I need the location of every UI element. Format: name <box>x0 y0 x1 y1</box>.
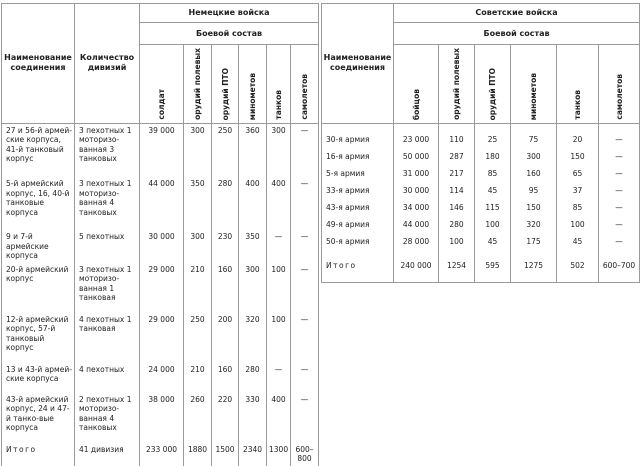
value-cell: 300 <box>511 148 557 165</box>
value-cell: 115 <box>475 199 511 216</box>
value-cell: 220 <box>212 393 239 443</box>
division-count: 4 пехотных 1 танковая <box>75 313 140 363</box>
army-name: 16-я армия <box>322 148 394 165</box>
value-cell: 150 <box>557 148 599 165</box>
value-cell: 45 <box>557 233 599 250</box>
value-cell: 85 <box>475 165 511 182</box>
table-row <box>322 216 640 233</box>
value-cell: 23 000 <box>394 131 439 148</box>
army-name: 30-я армия <box>322 131 394 148</box>
value-cell: 210 <box>184 363 212 393</box>
value-cell: 300 <box>184 230 212 263</box>
table-row <box>2 313 319 363</box>
value-cell: 230 <box>212 230 239 263</box>
unit-name: 43-й армейский корпус, 24 и 47-й танко-вые корпуса <box>2 393 75 443</box>
value-cell: 29 000 <box>140 263 184 313</box>
german-name-header: Наименование соединения <box>2 4 75 124</box>
army-name: 43-я армия <box>322 199 394 216</box>
value-cell: 24 000 <box>140 363 184 393</box>
table-row <box>2 123 319 177</box>
soviet-col-header: танков <box>557 45 599 124</box>
german-col-header: минометов <box>239 45 267 124</box>
value-cell: — <box>291 313 319 363</box>
value-cell: — <box>599 182 640 199</box>
table-row <box>2 393 319 443</box>
value-cell: 28 000 <box>394 233 439 250</box>
total-row <box>322 250 640 282</box>
value-cell: — <box>599 199 640 216</box>
value-cell: 25 <box>475 131 511 148</box>
army-name: 50-я армия <box>322 233 394 250</box>
value-cell: 65 <box>557 165 599 182</box>
total-value: 1500 <box>212 443 239 466</box>
value-cell: 350 <box>239 230 267 263</box>
total-row <box>2 443 319 466</box>
total-label: Итого <box>2 443 75 466</box>
soviet-composition-header: Боевой состав <box>394 23 640 45</box>
value-cell: 300 <box>267 123 291 177</box>
soviet-col-header: орудий полевых <box>439 45 475 124</box>
value-cell: 300 <box>239 263 267 313</box>
total-value: 2340 <box>239 443 267 466</box>
table-row <box>322 199 640 216</box>
total-value: 240 000 <box>394 250 439 282</box>
total-value: 1254 <box>439 250 475 282</box>
value-cell: 30 000 <box>140 230 184 263</box>
total-value: 1880 <box>184 443 212 466</box>
total-value: 233 000 <box>140 443 184 466</box>
army-name: 49-я армия <box>322 216 394 233</box>
value-cell: 160 <box>511 165 557 182</box>
value-cell: — <box>599 148 640 165</box>
value-cell: 400 <box>267 177 291 230</box>
value-cell: — <box>599 165 640 182</box>
german-forces-table <box>1 3 319 466</box>
value-cell: 75 <box>511 131 557 148</box>
unit-name: 5-й армейский корпус, 16, 40-й танковые корпуса <box>2 177 75 230</box>
total-value: 595 <box>475 250 511 282</box>
value-cell: 29 000 <box>140 313 184 363</box>
soviet-col-header: минометов <box>511 45 557 124</box>
value-cell: 30 000 <box>394 182 439 199</box>
table-row <box>2 263 319 313</box>
value-cell: 100 <box>475 216 511 233</box>
value-cell: 45 <box>475 182 511 199</box>
value-cell: 100 <box>439 233 475 250</box>
value-cell: 320 <box>511 216 557 233</box>
value-cell: 350 <box>184 177 212 230</box>
table-row <box>322 182 640 199</box>
division-count: 3 пехотных 1 моторизо-ванная 4 танковых <box>75 177 140 230</box>
value-cell: 146 <box>439 199 475 216</box>
value-cell: 200 <box>212 313 239 363</box>
value-cell: 38 000 <box>140 393 184 443</box>
value-cell: — <box>599 233 640 250</box>
german-forces-title: Немецкие войска <box>140 4 319 23</box>
value-cell: 44 000 <box>394 216 439 233</box>
total-value: 600–800 <box>291 443 319 466</box>
unit-name: 13 и 43-й армей-ские корпуса <box>2 363 75 393</box>
value-cell: 150 <box>511 199 557 216</box>
german-divisions-header: Количество дивизий <box>75 4 140 124</box>
division-count: 3 пехотных 1 моторизо-ванная 1 танковая <box>75 263 140 313</box>
division-count: 4 пехотных <box>75 363 140 393</box>
german-col-header: орудий ПТО <box>212 45 239 124</box>
division-count: 2 пехотных 1 моторизо-ванная 4 танковых <box>75 393 140 443</box>
army-name: 33-я армия <box>322 182 394 199</box>
total-value: 1275 <box>511 250 557 282</box>
value-cell: 50 000 <box>394 148 439 165</box>
value-cell: 37 <box>557 182 599 199</box>
value-cell: 175 <box>511 233 557 250</box>
value-cell: 280 <box>212 177 239 230</box>
german-col-header: танков <box>267 45 291 124</box>
value-cell: — <box>291 393 319 443</box>
german-col-header: орудий полевых <box>184 45 212 124</box>
value-cell: 287 <box>439 148 475 165</box>
table-row <box>2 363 319 393</box>
value-cell: 160 <box>212 363 239 393</box>
total-divisions: 41 дивизия <box>75 443 140 466</box>
spacer-row <box>322 123 640 131</box>
value-cell: 360 <box>239 123 267 177</box>
value-cell: 114 <box>439 182 475 199</box>
unit-name: 12-й армейский корпус, 57-й танковый корпус <box>2 313 75 363</box>
unit-name: 20-й армейский корпус <box>2 263 75 313</box>
value-cell: 34 000 <box>394 199 439 216</box>
value-cell: 400 <box>267 393 291 443</box>
soviet-col-header: самолетов <box>599 45 640 124</box>
total-value: 1300 <box>267 443 291 466</box>
german-col-header: самолетов <box>291 45 319 124</box>
soviet-name-header: Наименование соединения <box>322 4 394 124</box>
total-value: 502 <box>557 250 599 282</box>
table-row <box>322 148 640 165</box>
value-cell: 250 <box>212 123 239 177</box>
value-cell: 39 000 <box>140 123 184 177</box>
total-value: 600–700 <box>599 250 640 282</box>
soviet-forces-title: Советские войска <box>394 4 640 23</box>
value-cell: 260 <box>184 393 212 443</box>
value-cell: 44 000 <box>140 177 184 230</box>
value-cell: 31 000 <box>394 165 439 182</box>
unit-name: 9 и 7-й армейские корпуса <box>2 230 75 263</box>
division-count: 5 пехотных <box>75 230 140 263</box>
value-cell: 280 <box>239 363 267 393</box>
soviet-forces-table <box>321 3 640 283</box>
value-cell: — <box>267 230 291 263</box>
german-composition-header: Боевой состав <box>140 23 319 45</box>
value-cell: 180 <box>475 148 511 165</box>
value-cell: 95 <box>511 182 557 199</box>
total-label: Итого <box>322 250 394 282</box>
value-cell: 20 <box>557 131 599 148</box>
value-cell: 85 <box>557 199 599 216</box>
army-name: 5-я армия <box>322 165 394 182</box>
unit-name: 27 и 56-й армей-ские корпуса, 41-й танковый корпус <box>2 123 75 177</box>
value-cell: 100 <box>267 263 291 313</box>
value-cell: — <box>291 263 319 313</box>
table-row <box>2 230 319 263</box>
value-cell: — <box>291 363 319 393</box>
value-cell: 217 <box>439 165 475 182</box>
value-cell: — <box>291 123 319 177</box>
value-cell: 250 <box>184 313 212 363</box>
value-cell: 300 <box>184 123 212 177</box>
soviet-col-header: бойцов <box>394 45 439 124</box>
value-cell: — <box>291 177 319 230</box>
value-cell: 45 <box>475 233 511 250</box>
table-row <box>322 131 640 148</box>
value-cell: — <box>599 216 640 233</box>
german-col-header: солдат <box>140 45 184 124</box>
table-row <box>2 177 319 230</box>
value-cell: 330 <box>239 393 267 443</box>
value-cell: 400 <box>239 177 267 230</box>
value-cell: 320 <box>239 313 267 363</box>
table-row <box>322 233 640 250</box>
soviet-col-header: орудий ПТО <box>475 45 511 124</box>
value-cell: 100 <box>557 216 599 233</box>
value-cell: — <box>599 131 640 148</box>
value-cell: 110 <box>439 131 475 148</box>
value-cell: 160 <box>212 263 239 313</box>
division-count: 3 пехотных 1 моторизо-ванная 3 танковых <box>75 123 140 177</box>
value-cell: 280 <box>439 216 475 233</box>
table-row <box>322 165 640 182</box>
value-cell: — <box>267 363 291 393</box>
value-cell: 210 <box>184 263 212 313</box>
value-cell: — <box>291 230 319 263</box>
value-cell: 100 <box>267 313 291 363</box>
